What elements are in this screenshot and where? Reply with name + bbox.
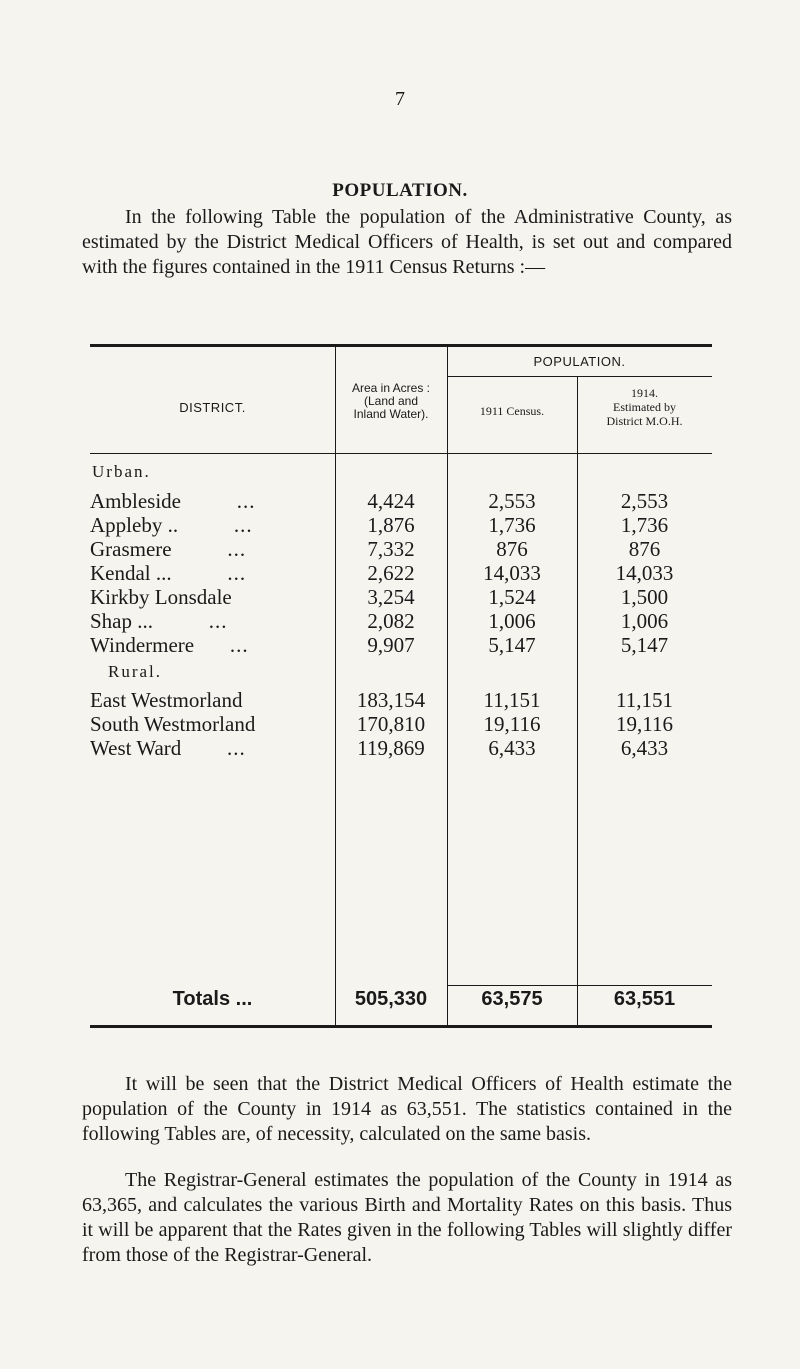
census-value: 11,151 (483, 688, 541, 712)
header-area: Area in Acres : (Land and Inland Water). (351, 381, 431, 421)
header-population: POPULATION. (533, 354, 626, 369)
census-value: 876 (496, 537, 528, 561)
estimate-value: 14,033 (615, 561, 674, 585)
divider-census (447, 347, 448, 1025)
estimate-value: 2,553 (620, 489, 669, 513)
header-bottom-rule (90, 453, 712, 454)
district-name: East Westmorland (90, 688, 243, 712)
table-row (90, 561, 712, 587)
area-value: 119,869 (357, 736, 425, 760)
area-value: 2,622 (367, 561, 415, 585)
table-row (90, 513, 712, 539)
totals-area: 505,330 (354, 988, 428, 1010)
census-value: 1,524 (488, 585, 536, 609)
estimate-value: 1,006 (620, 609, 669, 633)
totals-row (90, 988, 712, 1018)
district-name: South Westmorland (90, 712, 256, 736)
table-bottom-rule (90, 1025, 712, 1028)
census-value: 19,116 (483, 712, 541, 736)
district-name: Shap ... ... (90, 609, 228, 633)
census-value: 6,433 (488, 736, 536, 760)
area-value: 170,810 (356, 712, 426, 736)
area-value: 3,254 (367, 585, 415, 609)
area-value: 183,154 (356, 688, 426, 712)
intro-paragraph: In the following Table the population of the Administrative County, as estimated by the District Medical Officers of Health, is set out and compared with the figures contained in the 1911 Census Returns :— (82, 206, 732, 278)
header-district: DISTRICT. (179, 400, 246, 415)
district-name: West Ward ... (90, 736, 246, 760)
area-value: 9,907 (367, 633, 415, 657)
district-name: Grasmere ... (90, 537, 247, 561)
area-value: 2,082 (367, 609, 415, 633)
section-urban: Urban. (92, 462, 151, 481)
area-value: 7,332 (367, 537, 415, 561)
census-value: 1,736 (488, 513, 536, 537)
district-name: Ambleside ... (90, 489, 256, 513)
census-value: 2,553 (488, 489, 536, 513)
paragraph-estimate: It will be seen that the District Medical Officers of Health estimate the population of the County in 1914 as 63,551. The statistics contained in the following Tables are, of necessity, calculated on the same basis. (82, 1073, 732, 1145)
table-row (90, 688, 712, 714)
page-heading: POPULATION. (332, 180, 468, 201)
estimate-value: 1,500 (620, 585, 669, 609)
totals-rule (447, 985, 712, 986)
totals-estimate: 63,551 (613, 988, 676, 1010)
estimate-value: 1,736 (620, 513, 669, 537)
table-row (90, 585, 712, 611)
header-estimate: 1914. Estimated by District M.O.H. (606, 386, 683, 428)
district-name: Kendal ... ... (90, 561, 247, 585)
page-number: 7 (395, 88, 405, 110)
estimate-value: 19,116 (616, 712, 673, 736)
estimate-value: 11,151 (616, 688, 673, 712)
paragraph-registrar: The Registrar-General estimates the population of the County in 1914 as 63,365, and calculates the various Birth and Mortality Rates on this basis. Thus it will be apparent that the Rates given in the following Tables will slightly differ from those of the Registrar-General. (82, 1169, 732, 1266)
table-row (90, 633, 712, 659)
section-rural: Rural. (108, 662, 163, 681)
district-name: Appleby .. ... (90, 513, 253, 537)
estimate-value: 6,433 (620, 736, 669, 760)
totals-census: 63,575 (481, 988, 543, 1010)
census-value: 14,033 (483, 561, 541, 585)
area-value: 1,876 (367, 513, 415, 537)
district-name: Windermere ... (90, 633, 249, 657)
table-row (90, 609, 712, 635)
divider-area (335, 347, 336, 1025)
population-subrule (447, 376, 712, 377)
population-table (90, 344, 712, 1028)
census-value: 1,006 (488, 609, 536, 633)
table-row (90, 736, 712, 762)
census-value: 5,147 (488, 633, 536, 657)
totals-label: Totals ... (172, 988, 253, 1010)
district-name: Kirkby Lonsdale (90, 585, 232, 609)
table-row (90, 489, 712, 515)
table-row (90, 537, 712, 563)
table-top-rule (90, 344, 712, 347)
table-row (90, 712, 712, 738)
estimate-value: 876 (628, 537, 661, 561)
estimate-value: 5,147 (620, 633, 669, 657)
header-census: 1911 Census. (479, 404, 545, 418)
area-value: 4,424 (367, 489, 415, 513)
